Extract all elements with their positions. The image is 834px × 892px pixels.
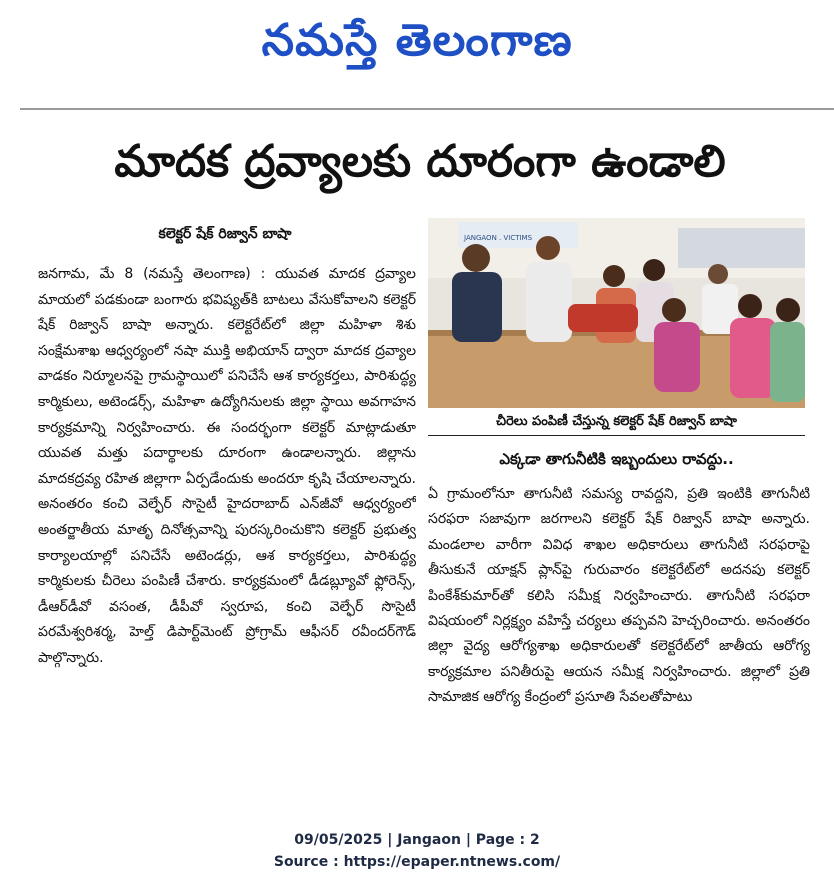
headline-text: మాదక ద్రవ్యాలకు దూరంగా ఉండాలి <box>114 136 726 187</box>
banner-text: JANGAON . VICTIMS <box>464 234 533 242</box>
news-photo <box>428 218 805 408</box>
headline <box>20 128 820 206</box>
second-story-heading: ఎక్కడా తాగునీటికి ఇబ్బందులు రావద్దు.. <box>499 450 734 468</box>
masthead <box>0 0 834 92</box>
photo-caption: చీరెలు పంపిణీ చేస్తున్న కలెక్టర్ షేక్ రిజ్వాన్ బాషా <box>428 411 805 436</box>
second-story-body: ఏ గ్రామంలోనూ తాగునీటి సమస్య రావద్దని, ప్రతి ఇంటికి తాగునీటి సరఫరా సజావుగా జరగాలని కలెక్టర్ షేక్ రిజ్వాన్ బాషా అన్నారు. మండలాల వారీగా వివిధ శాఖల అధికారులు తాగునీటి సరఫరాపై తీసుకునే యాక్షన్ ప్లాన్‌పై గురువారం కలెక్టరేట్‌లో అదనపు కలెక్టర్ పింకేశ్‌కుమార్‌తో కలిసి సమీక్ష నిర్వహించారు. తాగునీటి సరఫరా విషయంలో నిర్లక్ష్యం వహిస్తే చర్యలు తప్పవని హెచ్చరించారు. అనంతరం జిల్లా వైద్య ఆరోగ్యశాఖ అధికారులతో కలెక్టరేట్‌లో జాతీయ ఆరోగ్య కార్యక్రమాల పనితీరుపై ఆయన సమీక్ష నిర్వహించారు. జిల్లాలో ప్రతి సామాజిక ఆరోగ్య కేంద్రంలో ప్రసూతి సేవలతోపాటు <box>428 486 810 706</box>
footer-source-line: Source : https://epaper.ntnews.com/ <box>273 854 561 870</box>
masthead-divider <box>20 108 834 110</box>
article-body: జనగామ, మే 8 (నమస్తే తెలంగాణ) : యువత మాదక ద్రవ్యాల మాయలో పడకుండా బంగారు భవిష్యత్‌కి బాటలు వేసుకోవాలని కలెక్టర్ షేక్ రిజ్వాన్ బాషా అన్నారు. కలెక్టరేట్‌లో జిల్లా మహిళా శిశు సంక్షేమశాఖ ఆధ్వర్యంలో నషా ముక్తి అభియాన్ ద్వారా మాదక ద్రవ్యాల వాడకం నిర్మూలనపై గ్రామస్థాయిలో పనిచేసే ఆశ కార్యకర్తలు, పారిశుద్ధ్య కార్మికులు, అటెండర్స్, మహిళా ఉద్యోగినులకు జిల్లా స్థాయి అవగాహన కార్యక్రమాన్ని నిర్వహించారు. ఈ సందర్భంగా కలెక్టర్ మాట్లాడుతూ యువత మత్తు పదార్థాలకు దూరంగా ఉండాలన్నారు. జిల్లాను మాదకద్రవ్య రహిత జిల్లాగా ఏర్పడేందుకు అందరూ కృషి చేయాలన్నారు. అనంతరం కంచి వెల్ఫేర్ సొసైటీ హైదరాబాద్ ఎన్‌జీవో ఆధ్వర్యంలో అంతర్జాతీయ మాతృ దినోత్సవాన్ని పురస్కరించుకొని కలెక్టర్ ప్రభుత్వ కార్యాలయాల్లో పనిచేసే అటెండర్లు, ఆశ కార్యకర్తలు, పారిశుద్ధ్య కార్మికులకు చీరెలు పంపిణీ చేశారు. కార్యక్రమంలో డీడబ్ల్యూవో ఫ్లోరెన్స్, డీఆర్‌డీవో వసంత, డీపీవో స్వరూప, కంచి వెల్ఫేర్ సొసైటీ పరమేశ్వరిశర్మ, హెల్త్ డిపార్ట్‌మెంట్ ప్రోగ్రామ్ ఆఫీసర్ రవీందర్‌గౌడ్ పాల్గొన్నారు. <box>38 266 416 666</box>
footer-date-line: 09/05/2025 | Jangaon | Page : 2 <box>294 832 540 848</box>
news-photo-illustration <box>428 218 805 408</box>
byline: కలెక్టర్ షేక్ రిజ్వాన్ బాషా <box>158 226 292 242</box>
masthead-title: నమస్తే తెలంగాణ <box>261 15 573 66</box>
